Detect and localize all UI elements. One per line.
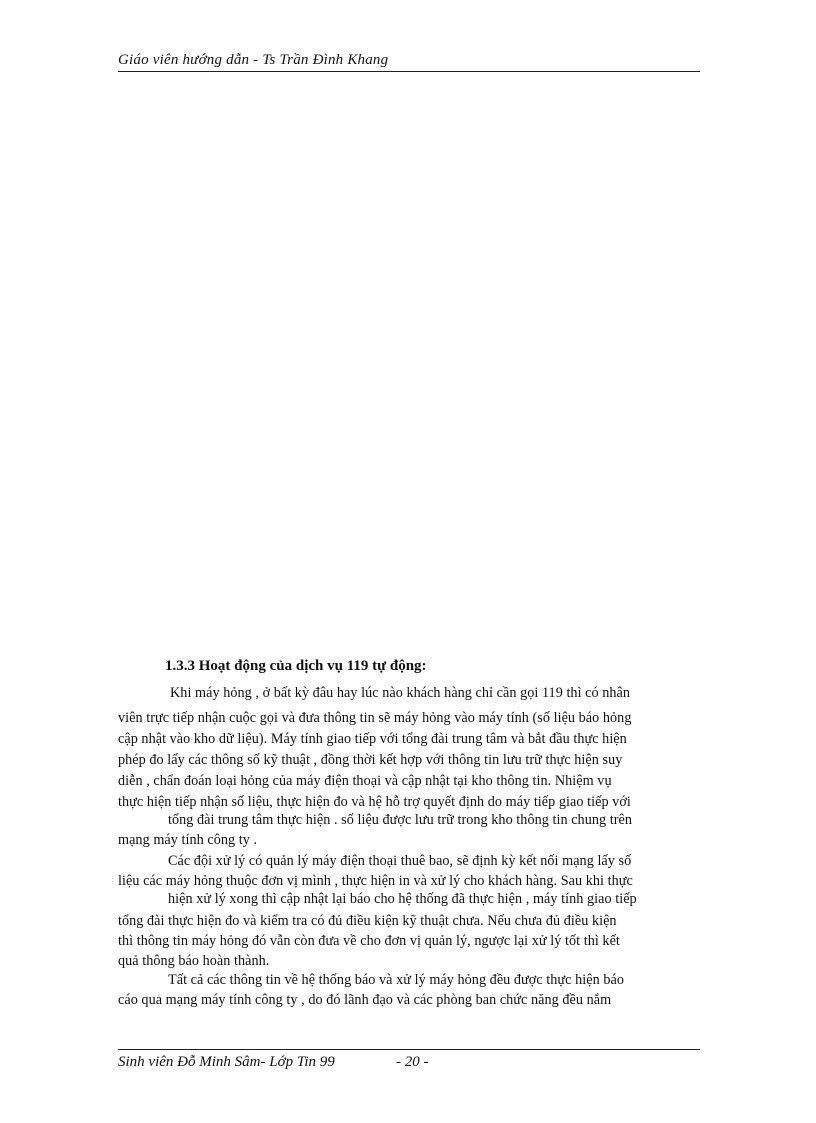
paragraph-line: cập nhật vào kho dữ liệu). Máy tính giao tiếp với tổng đài trung tâm và bắt đầu thực hiện <box>118 731 627 747</box>
paragraph-line: cáo qua mạng máy tính công ty , do đó lãnh đạo và các phòng ban chức năng đều nắm <box>118 992 612 1008</box>
paragraph-line: mạng máy tính công ty . <box>118 832 258 848</box>
footer-divider <box>118 1049 700 1050</box>
footer-student: Sinh viên Đỗ Minh Sâm- Lớp Tin 99 <box>118 1054 335 1070</box>
paragraph-line: liệu các máy hỏng thuộc đơn vị mình , thực hiện in và xử lý cho khách hàng. Sau khi thực <box>118 873 633 889</box>
page-number: - 20 - <box>396 1054 429 1070</box>
header-text: Giáo viên hướng dẫn - Ts Trần Đình Khang <box>118 52 389 68</box>
paragraph-line: Tất cả các thông tin về hệ thống báo và xử lý máy hỏng đều được thực hiện báo <box>168 972 624 988</box>
paragraph-line: thực hiện tiếp nhận số liệu, thực hiện đo và hệ hỗ trợ quyết định do máy tiếp giao tiếp với <box>118 794 631 810</box>
header-divider <box>118 71 700 72</box>
paragraph-line: thì thông tin máy hỏng đó vẫn còn đưa về cho đơn vị quản lý, ngược lại xử lý tốt thì kết <box>118 933 620 949</box>
paragraph-line: tổng đài thực hiện đo và kiểm tra có đủ điều kiện kỹ thuật chưa. Nếu chưa đủ điều kiện <box>118 913 617 929</box>
paragraph-line: hiện xử lý xong thì cập nhật lại báo cho hệ thống đã thực hiện , máy tính giao tiếp <box>168 891 637 907</box>
paragraph-line: Khi máy hỏng , ở bất kỳ đâu hay lúc nào khách hàng chỉ cần gọi 119 thì có nhân <box>170 685 631 701</box>
paragraph-line: Các đội xử lý có quản lý máy điện thoại thuê bao, sẽ định kỳ kết nối mạng lấy số <box>168 853 632 869</box>
paragraph-line: viên trực tiếp nhận cuộc gọi và đưa thông tin sẽ máy hỏng vào máy tính (số liệu báo hỏng <box>118 710 632 726</box>
paragraph-line: tổng đài trung tâm thực hiện . số liệu được lưu trữ trong kho thông tin chung trên <box>168 812 632 828</box>
paragraph-line: phép đo lấy các thông số kỹ thuật , đồng thời kết hợp với thông tin lưu trữ thực hiện suy <box>118 752 623 768</box>
paragraph-line: quả thông báo hoàn thành. <box>118 953 270 969</box>
section-heading: 1.3.3 Hoạt động của dịch vụ 119 tự động: <box>165 658 427 674</box>
paragraph-line: diễn , chẩn đoán loại hỏng của máy điện thoại và cập nhật tại kho thông tin. Nhiệm vụ <box>118 773 612 789</box>
